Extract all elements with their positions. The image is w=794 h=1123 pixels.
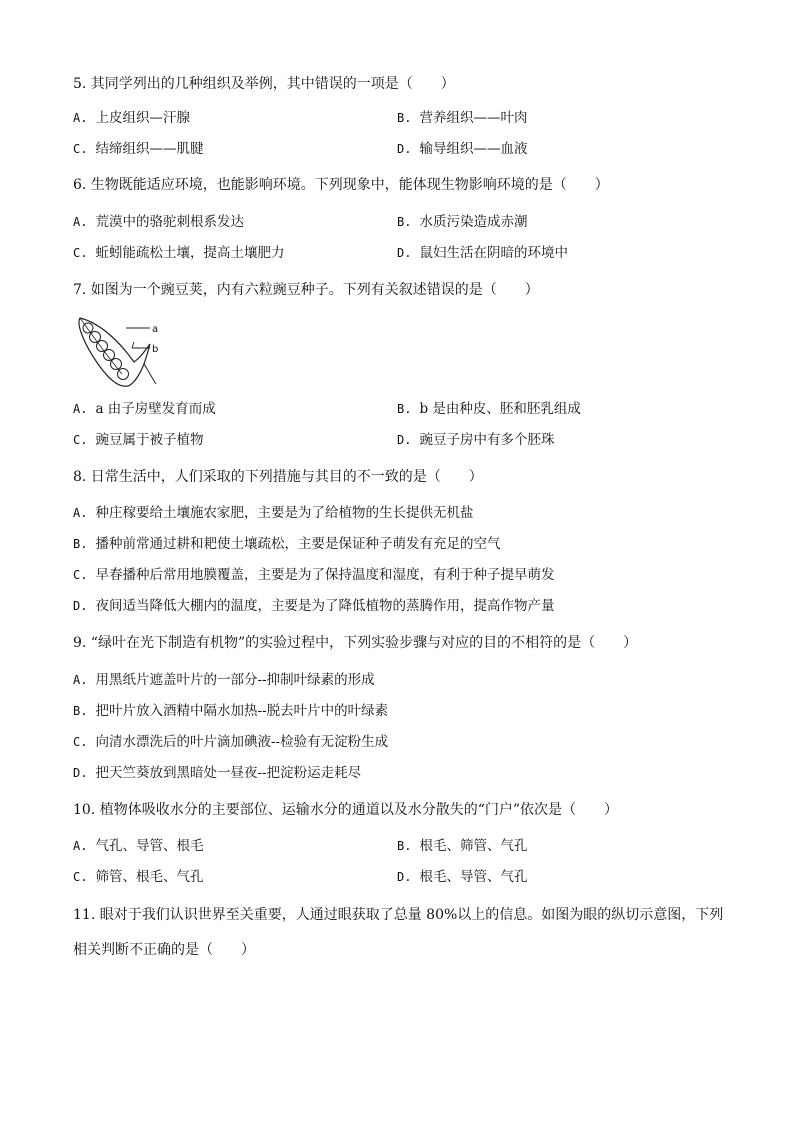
question-stem: 8. 日常生活中，人们采取的下列措施与其目的不一致的是（ ） <box>73 469 483 485</box>
question-9 <box>0 631 794 655</box>
options-row <box>0 241 794 265</box>
option-b: B. 根毛、筛管、气孔 <box>397 838 528 854</box>
options-row <box>0 668 794 692</box>
options-row <box>0 397 794 421</box>
label-b: b <box>152 344 159 355</box>
question-11 <box>0 903 794 927</box>
question-stem: 11. 眼对于我们认识世界至关重要，人通过眼获取了总量 80%以上的信息。如图为眼的纵切示意图，下列 <box>73 907 724 923</box>
option-b: B. b 是由种皮、胚和胚乳组成 <box>397 401 581 417</box>
option-b: B. 水质污染造成赤潮 <box>397 214 528 230</box>
options-row <box>0 699 794 723</box>
option-c: C. 蚯蚓能疏松土壤，提高土壤肥力 <box>73 245 285 261</box>
options-row <box>0 532 794 556</box>
options-row <box>0 594 794 618</box>
question-stem: 9. “绿叶在光下制造有机物”的实验过程中，下列实验步骤与对应的目的不相符的是（ ） <box>73 635 638 651</box>
options-row <box>0 137 794 161</box>
option-c: C. 结缔组织——肌腱 <box>73 141 204 157</box>
option-a: A. 用黑纸片遮盖叶片的一部分--抑制叶绿素的形成 <box>73 672 375 688</box>
options-row <box>0 106 794 130</box>
option-a: A. 上皮组织—汗腺 <box>73 110 190 126</box>
option-d: D. 输导组织——血液 <box>397 141 528 157</box>
option-d: D. 夜间适当降低大棚内的温度，主要是为了降低植物的蒸腾作用，提高作物产量 <box>73 598 555 614</box>
option-a: A. 种庄稼要给土壤施农家肥，主要是为了给植物的生长提供无机盐 <box>73 505 474 521</box>
option-d: D. 把天竺葵放到黑暗处一昼夜--把淀粉运走耗尽 <box>73 765 362 781</box>
option-a: A. a 由子房壁发育而成 <box>73 401 216 417</box>
question-8 <box>0 465 794 489</box>
option-b: B. 把叶片放入酒精中隔水加热--脱去叶片中的叶绿素 <box>73 703 389 719</box>
option-d: D. 鼠妇生活在阴暗的环境中 <box>397 245 568 261</box>
options-row <box>0 501 794 525</box>
options-row <box>0 834 794 858</box>
option-d: D. 根毛、导管、气孔 <box>397 869 528 885</box>
question-10 <box>0 798 794 822</box>
option-a: A. 气孔、导管、根毛 <box>73 838 204 854</box>
options-row <box>0 865 794 889</box>
option-c: C. 向清水漂洗后的叶片滴加碘液--检验有无淀粉生成 <box>73 734 389 750</box>
option-d: D. 豌豆子房中有多个胚珠 <box>397 432 555 448</box>
question-stem-continued: 相关判断不正确的是（ ） <box>73 942 255 958</box>
option-a: A. 荒漠中的骆驼刺根系发达 <box>73 214 244 230</box>
question-5 <box>0 72 794 96</box>
options-row <box>0 761 794 785</box>
question-11-continued <box>0 938 794 962</box>
question-stem: 6. 生物既能适应环境，也能影响环境。下列现象中，能体现生物影响环境的是（ ） <box>73 177 609 193</box>
question-6 <box>0 173 794 197</box>
pea-pod-figure <box>74 312 170 392</box>
option-c: C. 筛管、根毛、气孔 <box>73 869 204 885</box>
options-row <box>0 210 794 234</box>
option-c: C. 早春播种后常用地膜覆盖，主要是为了保持温度和湿度，有利于种子提早萌发 <box>73 567 555 583</box>
option-b: B. 播种前常通过耕和耙使土壤疏松，主要是保证种子萌发有充足的空气 <box>73 536 501 552</box>
label-a: a <box>152 324 159 335</box>
question-7 <box>0 278 794 302</box>
question-stem: 10. 植物体吸收水分的主要部位、运输水分的通道以及水分散失的“门户”依次是（ ） <box>73 802 619 818</box>
question-stem: 7. 如图为一个豌豆荚，内有六粒豌豆种子。下列有关叙述错误的是（ ） <box>73 282 539 298</box>
question-stem: 5. 其同学列出的几种组织及举例，其中错误的一项是（ ） <box>73 76 455 92</box>
options-row <box>0 428 794 452</box>
option-c: C. 豌豆属于被子植物 <box>73 432 204 448</box>
options-row <box>0 563 794 587</box>
options-row <box>0 730 794 754</box>
option-b: B. 营养组织——叶肉 <box>397 110 528 126</box>
